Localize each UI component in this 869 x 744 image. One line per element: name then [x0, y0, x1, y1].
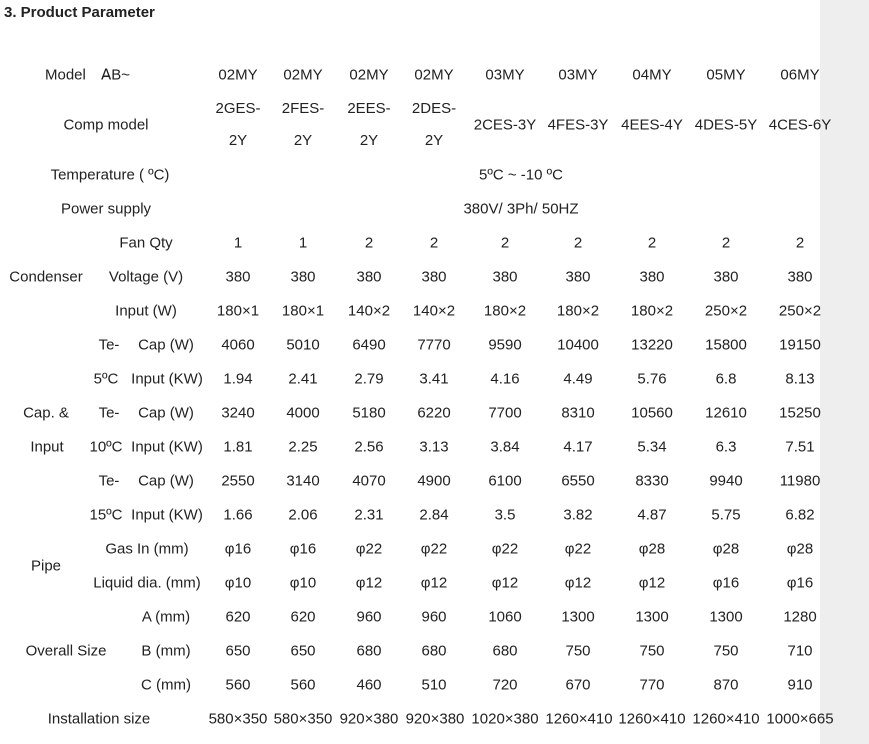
input-cell: 2.41 — [288, 370, 318, 388]
pipe-cell: φ16 — [224, 540, 252, 558]
pipe-cell: φ22 — [420, 540, 448, 558]
comp-model-label: Comp model — [63, 116, 149, 134]
input-cell: 3.84 — [490, 438, 520, 456]
input-cell: 2.56 — [354, 438, 384, 456]
installation-size-cell: 1260×410 — [618, 710, 686, 728]
comp-model-cell: 2GES-2Y — [215, 100, 261, 149]
cap-cell: 6220 — [417, 404, 451, 422]
input-cell: 6.82 — [785, 506, 815, 524]
pipe-row-label: Liquid dia. (mm) — [93, 574, 201, 592]
section-heading: 3. Product Parameter — [4, 4, 155, 21]
condenser-cell: 250×2 — [704, 302, 748, 320]
model-cell: 03MY — [558, 66, 598, 84]
pipe-cell: φ12 — [420, 574, 448, 592]
input-cell: 3.41 — [419, 370, 449, 388]
cap-cell: 15250 — [779, 404, 821, 422]
pipe-cell: φ16 — [712, 574, 740, 592]
size-cell: 870 — [713, 676, 739, 694]
size-row-label: C (mm) — [141, 676, 191, 694]
model-cell: 04MY — [632, 66, 672, 84]
comp-model-cell: 4FES-3Y — [547, 116, 609, 134]
input-cell: 4.49 — [563, 370, 593, 388]
size-cell: 1300 — [561, 608, 595, 626]
cap-cell: 9590 — [488, 336, 522, 354]
cap-cell: 9940 — [709, 472, 743, 490]
size-cell: 910 — [787, 676, 813, 694]
condenser-cell: 2 — [647, 234, 657, 252]
input-cell: 4.87 — [637, 506, 667, 524]
cap-cell: 3240 — [221, 404, 255, 422]
size-cell: 750 — [565, 642, 591, 660]
evap-temp-label: Te- — [98, 336, 120, 354]
pipe-cell: φ10 — [224, 574, 252, 592]
size-cell: 620 — [225, 608, 251, 626]
size-cell: 680 — [492, 642, 518, 660]
input-cell: 1.66 — [223, 506, 253, 524]
input-cell: 5.76 — [637, 370, 667, 388]
condenser-cell: 1 — [298, 234, 308, 252]
input-cell: 5.34 — [637, 438, 667, 456]
input-cell: 1.81 — [223, 438, 253, 456]
cap-input-group-label: Input — [30, 438, 64, 456]
cap-cell: 8310 — [561, 404, 595, 422]
pipe-cell: φ12 — [564, 574, 592, 592]
cap-cell: 5180 — [352, 404, 386, 422]
size-cell: 650 — [290, 642, 316, 660]
input-cell: 8.13 — [785, 370, 815, 388]
temperature-value: 5ºC ~ -10 ºC — [479, 166, 563, 184]
size-cell: 1060 — [488, 608, 522, 626]
condenser-cell: 380 — [290, 268, 316, 286]
condenser-cell: 380 — [225, 268, 251, 286]
cap-cell: 4070 — [352, 472, 386, 490]
size-cell: 1300 — [709, 608, 743, 626]
input-cell: 5.75 — [711, 506, 741, 524]
cap-cell: 5010 — [286, 336, 320, 354]
condenser-cell: 2 — [364, 234, 374, 252]
input-cell: 6.8 — [715, 370, 737, 388]
installation-size-cell: 920×380 — [339, 710, 399, 728]
size-cell: 680 — [421, 642, 447, 660]
installation-size-label: Installation size — [47, 710, 151, 728]
pipe-cell: φ28 — [712, 540, 740, 558]
model-prefix: ꓮB~ — [101, 66, 131, 84]
cap-cell: 13220 — [631, 336, 673, 354]
input-cell: 2.79 — [354, 370, 384, 388]
size-cell: 750 — [713, 642, 739, 660]
cap-cell: 12610 — [705, 404, 747, 422]
size-cell: 710 — [787, 642, 813, 660]
input-cell: 6.3 — [715, 438, 737, 456]
input-cell: 3.82 — [563, 506, 593, 524]
right-side-panel — [820, 0, 869, 744]
condenser-cell: 380 — [787, 268, 813, 286]
cap-label: Cap (W) — [138, 336, 194, 354]
comp-model-cell: 4DES-5Y — [694, 116, 758, 134]
input-cell: 2.06 — [288, 506, 318, 524]
comp-model-cell: 2EES-2Y — [347, 100, 391, 149]
pipe-cell: φ16 — [786, 574, 814, 592]
input-cell: 2.84 — [419, 506, 449, 524]
cap-cell: 4900 — [417, 472, 451, 490]
size-row-label: B (mm) — [141, 642, 191, 660]
installation-size-cell: 1260×410 — [545, 710, 613, 728]
installation-size-cell: 920×380 — [405, 710, 465, 728]
installation-size-cell: 580×350 — [273, 710, 333, 728]
condenser-row-label: Fan Qty — [119, 234, 173, 252]
condenser-cell: 140×2 — [412, 302, 456, 320]
condenser-cell: 2 — [721, 234, 731, 252]
pipe-cell: φ16 — [289, 540, 317, 558]
size-cell: 750 — [639, 642, 665, 660]
comp-model-cell: 4EES-4Y — [621, 116, 683, 134]
condenser-cell: 180×2 — [483, 302, 527, 320]
overall-size-group-label: Overall Size — [25, 642, 107, 660]
input-label: Input (KW) — [131, 438, 203, 456]
comp-model-cell: 2FES-2Y — [281, 100, 325, 149]
condenser-cell: 2 — [429, 234, 439, 252]
condenser-cell: 180×2 — [556, 302, 600, 320]
comp-model-cell: 2DES-2Y — [411, 100, 457, 149]
input-cell: 1.94 — [223, 370, 253, 388]
condenser-cell: 180×2 — [630, 302, 674, 320]
condenser-cell: 2 — [573, 234, 583, 252]
installation-size-cell: 1000×665 — [766, 710, 834, 728]
cap-cell: 2550 — [221, 472, 255, 490]
installation-size-cell: 580×350 — [208, 710, 268, 728]
input-label: Input (KW) — [131, 506, 203, 524]
size-cell: 670 — [565, 676, 591, 694]
model-cell: 03MY — [485, 66, 525, 84]
cap-cell: 10560 — [631, 404, 673, 422]
pipe-row-label: Gas In (mm) — [105, 540, 189, 558]
size-cell: 460 — [356, 676, 382, 694]
condenser-cell: 380 — [639, 268, 665, 286]
evap-temp-label: Te- — [98, 404, 120, 422]
pipe-cell: φ12 — [491, 574, 519, 592]
cap-cell: 11980 — [779, 472, 821, 490]
size-cell: 650 — [225, 642, 251, 660]
condenser-cell: 180×1 — [216, 302, 260, 320]
cap-cell: 19150 — [779, 336, 821, 354]
size-cell: 680 — [356, 642, 382, 660]
condenser-cell: 380 — [356, 268, 382, 286]
size-cell: 770 — [639, 676, 665, 694]
model-cell: 05MY — [706, 66, 746, 84]
evap-temp-label: 15ºC — [89, 506, 123, 524]
model-cell: 02MY — [349, 66, 389, 84]
input-cell: 2.31 — [354, 506, 384, 524]
model-cell: 06MY — [780, 66, 820, 84]
condenser-cell: 2 — [500, 234, 510, 252]
cap-input-group-label: Cap. & — [23, 404, 69, 422]
model-label: Model — [45, 66, 86, 84]
temperature-label: Temperature ( ºC) — [50, 166, 170, 184]
condenser-cell: 380 — [421, 268, 447, 286]
cap-cell: 7770 — [417, 336, 451, 354]
comp-model-cell: 4CES-6Y — [768, 116, 832, 134]
condenser-row-label: Input (W) — [115, 302, 177, 320]
power-supply-label: Power supply — [60, 200, 152, 218]
input-cell: 4.16 — [490, 370, 520, 388]
condenser-cell: 380 — [492, 268, 518, 286]
input-cell: 7.51 — [785, 438, 815, 456]
condenser-cell: 1 — [233, 234, 243, 252]
input-cell: 4.17 — [563, 438, 593, 456]
evap-temp-label: 10ºC — [89, 438, 123, 456]
cap-cell: 4060 — [221, 336, 255, 354]
evap-temp-label: 5ºC — [93, 370, 119, 388]
size-row-label: A (mm) — [141, 608, 191, 626]
pipe-cell: φ22 — [355, 540, 383, 558]
input-cell: 3.13 — [419, 438, 449, 456]
size-cell: 620 — [290, 608, 316, 626]
condenser-cell: 140×2 — [347, 302, 391, 320]
size-cell: 510 — [421, 676, 447, 694]
comp-model-cell: 2CES-3Y — [473, 116, 537, 134]
cap-cell: 6490 — [352, 336, 386, 354]
condenser-cell: 2 — [795, 234, 805, 252]
size-cell: 1280 — [783, 608, 817, 626]
condenser-cell: 180×1 — [281, 302, 325, 320]
pipe-cell: φ22 — [564, 540, 592, 558]
cap-cell: 6100 — [488, 472, 522, 490]
size-cell: 720 — [492, 676, 518, 694]
cap-cell: 7700 — [488, 404, 522, 422]
condenser-cell: 250×2 — [778, 302, 822, 320]
pipe-group-label: Pipe — [30, 557, 62, 575]
model-cell: 02MY — [283, 66, 323, 84]
pipe-cell: φ28 — [638, 540, 666, 558]
cap-label: Cap (W) — [138, 472, 194, 490]
cap-cell: 6550 — [561, 472, 595, 490]
model-cell: 02MY — [218, 66, 258, 84]
pipe-cell: φ10 — [289, 574, 317, 592]
pipe-cell: φ12 — [638, 574, 666, 592]
installation-size-cell: 1020×380 — [471, 710, 539, 728]
condenser-group-label: Condenser — [9, 268, 83, 286]
condenser-cell: 380 — [713, 268, 739, 286]
input-label: Input (KW) — [131, 370, 203, 388]
cap-label: Cap (W) — [138, 404, 194, 422]
size-cell: 1300 — [635, 608, 669, 626]
size-cell: 560 — [290, 676, 316, 694]
size-cell: 960 — [421, 608, 447, 626]
input-cell: 2.25 — [288, 438, 318, 456]
size-cell: 960 — [356, 608, 382, 626]
condenser-cell: 380 — [565, 268, 591, 286]
cap-cell: 3140 — [286, 472, 320, 490]
model-cell: 02MY — [414, 66, 454, 84]
pipe-cell: φ12 — [355, 574, 383, 592]
input-cell: 3.5 — [494, 506, 516, 524]
condenser-row-label: Voltage (V) — [108, 268, 184, 286]
pipe-cell: φ28 — [786, 540, 814, 558]
installation-size-cell: 1260×410 — [692, 710, 760, 728]
cap-cell: 15800 — [705, 336, 747, 354]
pipe-cell: φ22 — [491, 540, 519, 558]
power-supply-value: 380V/ 3Ph/ 50HZ — [463, 200, 579, 218]
evap-temp-label: Te- — [98, 472, 120, 490]
cap-cell: 10400 — [557, 336, 599, 354]
cap-cell: 4000 — [286, 404, 320, 422]
size-cell: 560 — [225, 676, 251, 694]
cap-cell: 8330 — [635, 472, 669, 490]
